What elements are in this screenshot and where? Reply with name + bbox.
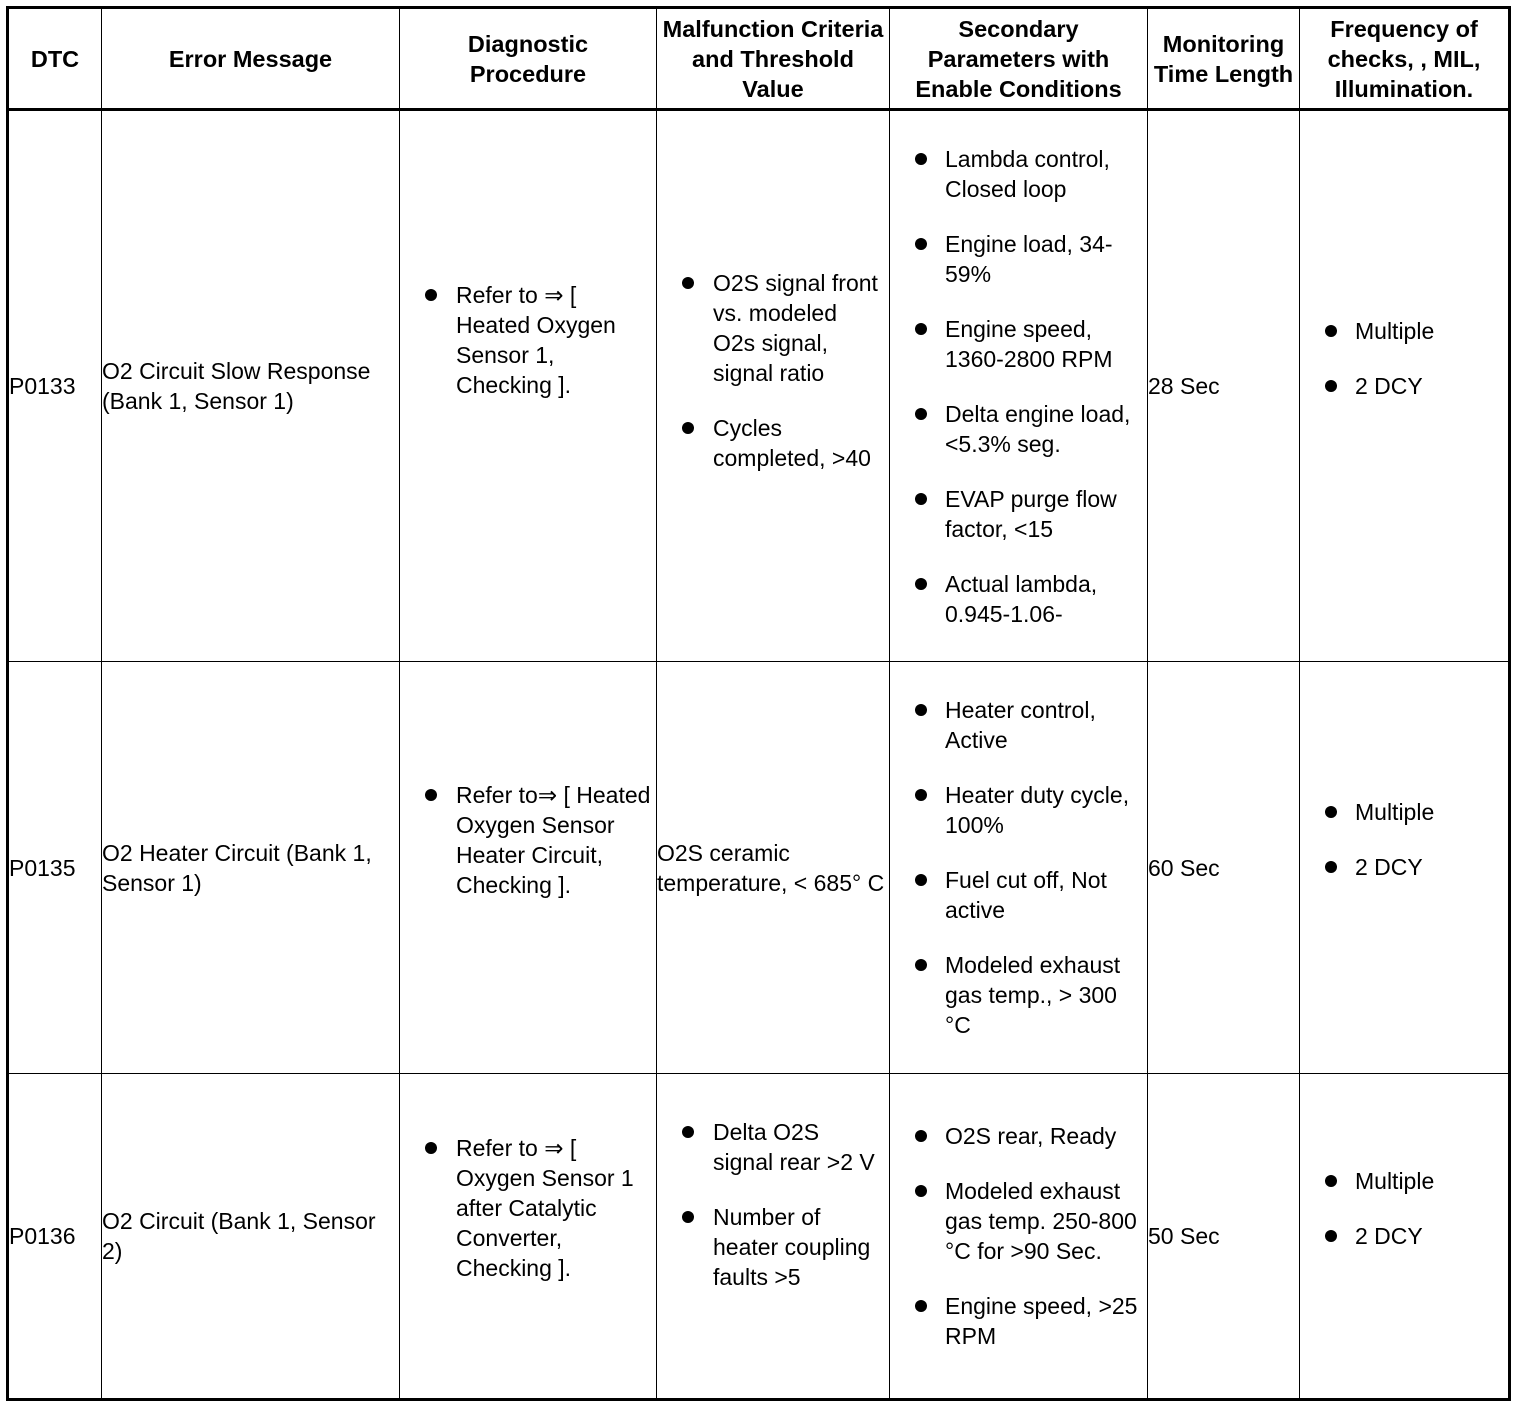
diagnostic-procedure	[400, 662, 657, 1074]
secondary-item: Engine speed, 1360-2800 RPM	[890, 314, 1147, 374]
secondary-item: EVAP purge flow factor, <15	[890, 484, 1147, 544]
dtc-code: P0135	[8, 662, 102, 1074]
secondary-parameters	[890, 1074, 1148, 1400]
secondary-parameters	[890, 662, 1148, 1074]
error-message: O2 Circuit (Bank 1, Sensor 2)	[102, 1074, 400, 1400]
frequency-item: Multiple	[1300, 316, 1508, 346]
frequency	[1300, 110, 1510, 662]
secondary-item: Modeled exhaust gas temp., > 300 °C	[890, 950, 1147, 1040]
frequency-item: 2 DCY	[1300, 1221, 1508, 1251]
malfunction-criteria	[657, 1074, 890, 1400]
table-row	[8, 662, 1510, 1074]
dtc-code: P0136	[8, 1074, 102, 1400]
frequency-item: Multiple	[1300, 1166, 1508, 1196]
frequency-item: 2 DCY	[1300, 852, 1508, 882]
frequency	[1300, 662, 1510, 1074]
frequency-item: Multiple	[1300, 797, 1508, 827]
secondary-item: Delta engine load, <5.3% seg.	[890, 399, 1147, 459]
header-row	[8, 8, 1510, 110]
monitoring-time: 28 Sec	[1148, 110, 1300, 662]
secondary-item: Heater duty cycle, 100%	[890, 780, 1147, 840]
procedure-reference: Refer to⇒ [ Heated Oxygen Sensor Heater Circuit, Checking ].	[400, 780, 656, 900]
dtc-code: P0133	[8, 110, 102, 662]
error-message: O2 Circuit Slow Response (Bank 1, Sensor 1)	[102, 110, 400, 662]
secondary-item: Modeled exhaust gas temp. 250-800 °C for >90 Sec.	[890, 1176, 1147, 1266]
error-message: O2 Heater Circuit (Bank 1, Sensor 1)	[102, 662, 400, 1074]
criteria-item: Number of heater coupling faults >5	[657, 1202, 889, 1292]
table-row	[8, 110, 1510, 662]
secondary-item: O2S rear, Ready	[890, 1121, 1147, 1151]
malfunction-criteria: O2S ceramic temperature, < 685° C	[657, 662, 890, 1074]
table-row	[8, 1074, 1510, 1400]
header-malfunction-criteria: Malfunction Criteria and Threshold Value	[657, 8, 890, 110]
frequency-item: 2 DCY	[1300, 371, 1508, 401]
secondary-item: Engine load, 34-59%	[890, 229, 1147, 289]
criteria-item: O2S signal front vs. modeled O2s signal, signal ratio	[657, 268, 889, 388]
secondary-item: Engine speed, >25 RPM	[890, 1291, 1147, 1351]
criteria-item: Delta O2S signal rear >2 V	[657, 1117, 889, 1177]
secondary-item: Actual lambda, 0.945-1.06-	[890, 569, 1147, 629]
dtc-table	[6, 6, 1511, 1401]
secondary-item: Fuel cut off, Not active	[890, 865, 1147, 925]
monitoring-time: 50 Sec	[1148, 1074, 1300, 1400]
header-monitoring-time: Monitoring Time Length	[1148, 8, 1300, 110]
secondary-parameters	[890, 110, 1148, 662]
diagnostic-procedure	[400, 1074, 657, 1400]
frequency	[1300, 1074, 1510, 1400]
procedure-reference: Refer to ⇒ [ Oxygen Sensor 1 after Catalytic Converter, Checking ].	[400, 1133, 656, 1283]
diagnostic-procedure	[400, 110, 657, 662]
criteria-item: Cycles completed, >40	[657, 413, 889, 473]
monitoring-time: 60 Sec	[1148, 662, 1300, 1074]
procedure-reference: Refer to ⇒ [ Heated Oxygen Sensor 1, Checking ].	[400, 280, 656, 400]
header-secondary-parameters: Secondary Parameters with Enable Conditions	[890, 8, 1148, 110]
header-frequency: Frequency of checks, , MIL, Illumination.	[1300, 8, 1510, 110]
secondary-item: Lambda control, Closed loop	[890, 144, 1147, 204]
header-error-message: Error Message	[102, 8, 400, 110]
malfunction-criteria	[657, 110, 890, 662]
header-dtc: DTC	[8, 8, 102, 110]
header-diagnostic-procedure: Diagnostic Procedure	[400, 8, 657, 110]
secondary-item: Heater control, Active	[890, 695, 1147, 755]
